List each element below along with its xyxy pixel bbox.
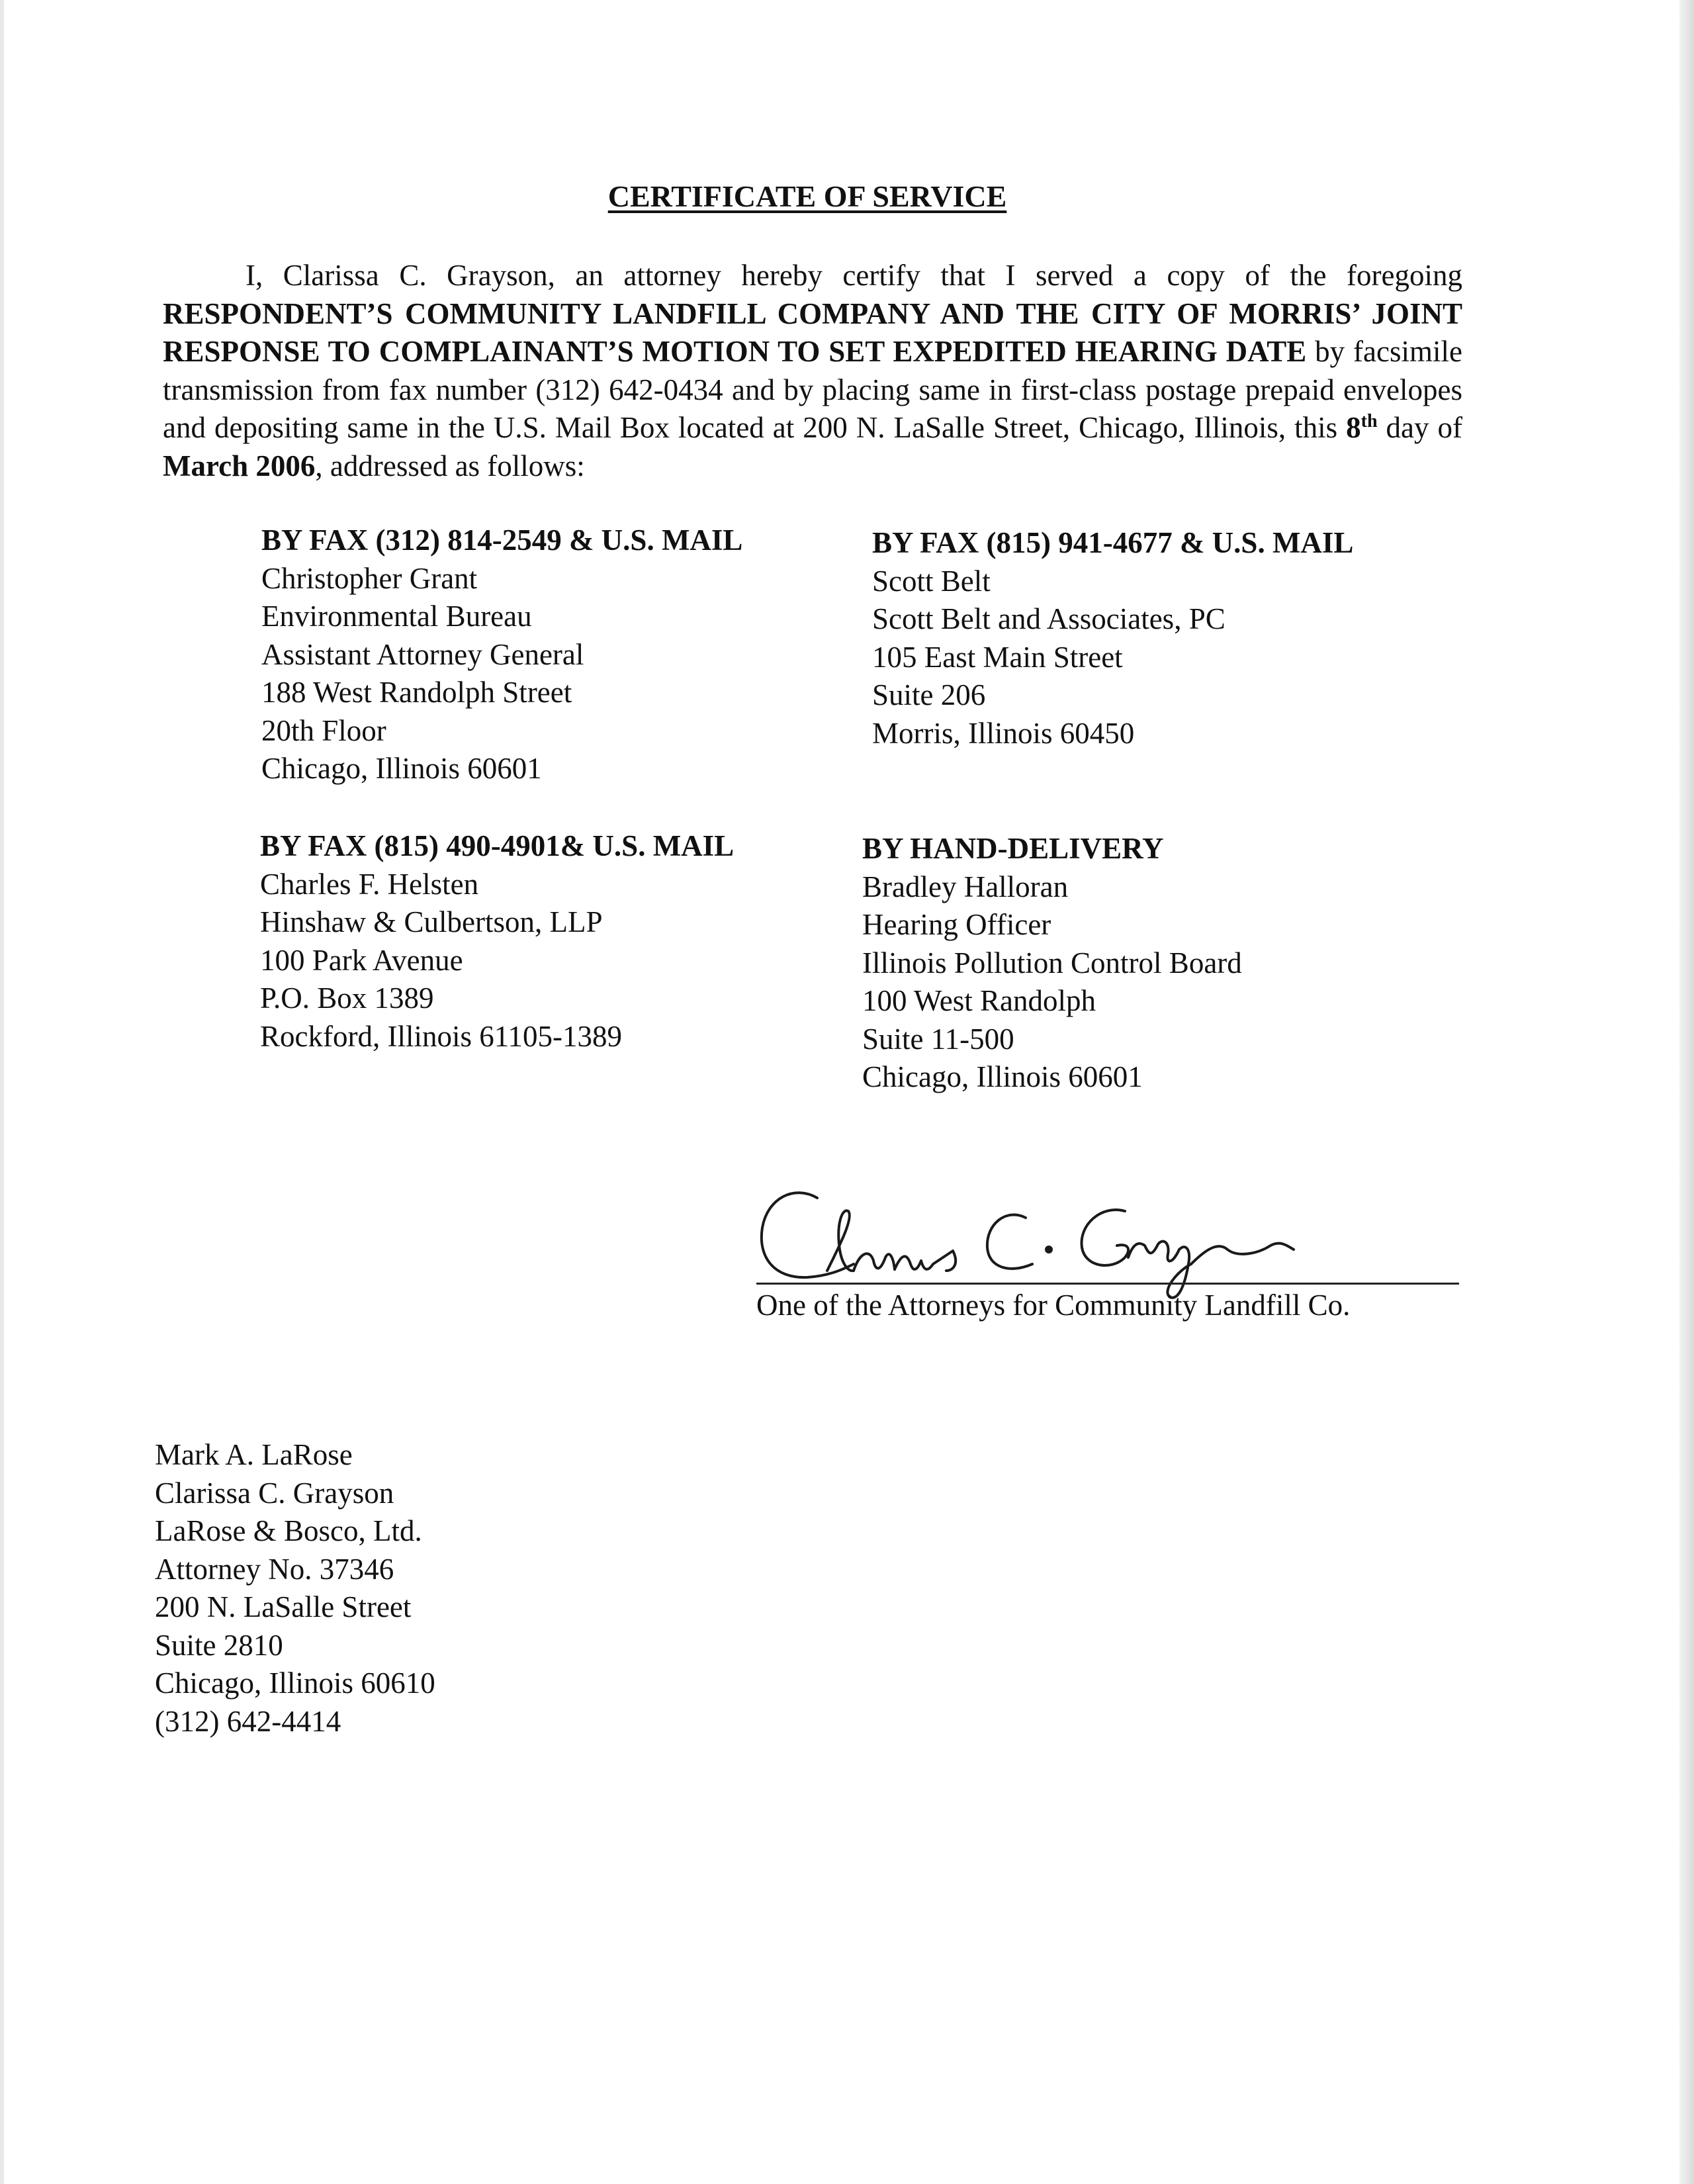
attorney-line: Attorney No. 37346 — [155, 1552, 394, 1586]
service-recipient — [260, 827, 734, 1056]
address-line: Rockford, Illinois 61105-1389 — [260, 1019, 623, 1053]
paragraph-middle: by facsimile transmission from fax number (312) 642-0434 and by placing same in first-class postage prepaid envelopes and depositing same in the U.S. Mail Box located at 200 N. LaSalle Street, Chicago, Illinois, this — [163, 335, 1462, 444]
attorney-line: Clarissa C. Grayson — [155, 1476, 394, 1510]
service-month-year: March 2006 — [163, 449, 316, 482]
service-day-suffix: th — [1360, 411, 1378, 432]
address-line: Chicago, Illinois 60601 — [862, 1060, 1143, 1093]
address-line: Bradley Halloran — [862, 870, 1069, 903]
service-method: BY FAX (312) 814-2549 & U.S. MAIL — [261, 523, 743, 557]
address-line: Christopher Grant — [261, 561, 478, 595]
address-line: Scott Belt and Associates, PC — [872, 602, 1226, 635]
address-line: Environmental Bureau — [261, 600, 532, 633]
address-line: Suite 11-500 — [862, 1022, 1014, 1056]
address-line: P.O. Box 1389 — [260, 981, 434, 1015]
address-line: Morris, Illinois 60450 — [872, 716, 1135, 750]
address-line: Hinshaw & Culbertson, LLP — [260, 905, 603, 938]
scan-edge-right — [1679, 0, 1694, 2184]
address-line: Scott Belt — [872, 564, 991, 598]
address-line: Chicago, Illinois 60601 — [261, 752, 542, 785]
service-method: BY FAX (815) 490-4901& U.S. MAIL — [260, 829, 735, 862]
address-line: 105 East Main Street — [872, 640, 1123, 674]
address-line: Assistant Attorney General — [261, 637, 584, 671]
address-line: 100 West Randolph — [862, 984, 1096, 1017]
certification-paragraph — [163, 257, 1462, 485]
service-recipient — [862, 830, 1242, 1097]
paragraph-day-of: day of — [1377, 411, 1462, 444]
document-name: RESPONDENT’S COMMUNITY LANDFILL COMPANY AND THE CITY OF MORRIS’ JOINT RESPONSE TO COMPLAINANT’S MOTION TO SET EXPEDITED HEARING DATE — [163, 296, 1462, 368]
address-line: Charles F. Helsten — [260, 867, 479, 901]
service-method: BY FAX (815) 941-4677 & U.S. MAIL — [872, 526, 1354, 559]
signature-line — [756, 1283, 1459, 1285]
address-line: Suite 206 — [872, 678, 986, 711]
attorney-line: Suite 2810 — [155, 1628, 283, 1662]
address-line: Illinois Pollution Control Board — [862, 946, 1242, 979]
address-line: Hearing Officer — [862, 908, 1051, 941]
signature-caption: One of the Attorneys for Community Landfill Co. — [756, 1289, 1351, 1322]
service-day: 8 — [1346, 411, 1361, 444]
attorney-line: 200 N. LaSalle Street — [155, 1590, 412, 1623]
address-line: 100 Park Avenue — [260, 943, 463, 977]
attorney-line: Mark A. LaRose — [155, 1438, 353, 1471]
attorney-contact-block — [155, 1436, 435, 1741]
service-recipient — [872, 524, 1353, 752]
attorney-line: Chicago, Illinois 60610 — [155, 1666, 435, 1700]
attorney-line: LaRose & Bosco, Ltd. — [155, 1514, 422, 1547]
scan-edge-left — [0, 0, 4, 2184]
document-title: CERTIFICATE OF SERVICE — [607, 179, 1007, 213]
address-line: 20th Floor — [261, 713, 386, 747]
address-line: 188 West Randolph Street — [261, 676, 572, 709]
attorney-line: (312) 642-4414 — [155, 1704, 341, 1738]
paragraph-ending: , addressed as follows: — [315, 449, 585, 482]
service-method: BY HAND-DELIVERY — [862, 832, 1164, 865]
service-recipient — [261, 522, 742, 788]
paragraph-intro: I, Clarissa C. Grayson, an attorney hereby certify that I served a copy of the foregoing — [245, 259, 1462, 292]
